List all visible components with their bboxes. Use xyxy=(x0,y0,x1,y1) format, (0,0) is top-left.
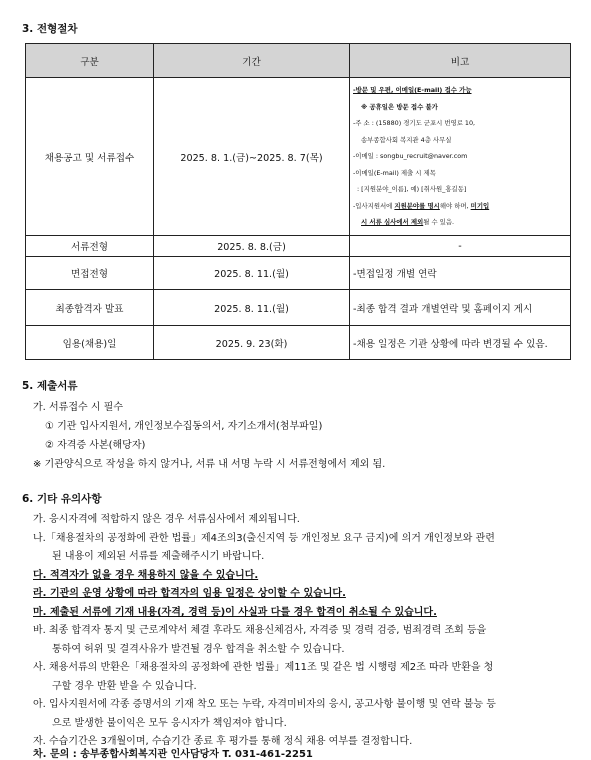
stage-cell: 면접전형 xyxy=(26,257,154,290)
notice-line: 자. 수습기간은 3개월이며, 수습기간 종료 후 평가를 통해 정식 채용 여부를 결정합니다. xyxy=(33,736,413,747)
section-3-title: 3. 전형절차 xyxy=(22,23,78,35)
doc-line: 가. 서류접수 시 필수 xyxy=(33,402,123,413)
notes-cell xyxy=(350,78,571,236)
notice-line: 구할 경우 반환 받을 수 있습니다. xyxy=(52,681,197,692)
stage-cell: 서류전형 xyxy=(26,236,154,257)
period-cell: 2025. 8. 1.(금)~2025. 8. 7(목) xyxy=(154,78,350,236)
note-line: -방문 및 우편, 이메일(E-mail) 접수 가능 xyxy=(353,86,472,95)
header-stage: 구분 xyxy=(26,44,154,78)
note-line xyxy=(353,198,570,215)
note-line: ※ 공휴일은 방문 접수 불가 xyxy=(361,102,438,111)
procedure-table xyxy=(25,43,571,360)
period-cell: 2025. 8. 8.(금) xyxy=(154,236,350,257)
stage-cell: 임용(채용)일 xyxy=(26,326,154,360)
stage-cell: 최종합격자 발표 xyxy=(26,290,154,326)
table-header-row xyxy=(26,44,571,78)
table-row xyxy=(26,290,571,326)
notes-cell: -면접일정 개별 연락 xyxy=(350,257,571,290)
header-period: 기간 xyxy=(154,44,350,78)
notice-line: 된 내용이 제외된 서류를 제출해주시기 바랍니다. xyxy=(52,551,265,562)
doc-line: ※ 기관양식으로 작성을 하지 않거나, 서류 내 서명 누락 시 서류전형에서 제외 됨. xyxy=(33,459,386,470)
note-line: -주 소 : (15880) 경기도 군포시 번영로 10, xyxy=(353,119,476,128)
notice-line: 사. 채용서류의 반환은「채용절차의 공정화에 관한 법률」제11조 및 같은 법 시행령 제2조 따라 반환을 청 xyxy=(33,662,494,673)
notes-cell: -채용 일정은 기관 상황에 따라 변경될 수 있음. xyxy=(350,326,571,360)
notice-line: 바. 최종 합격자 통지 및 근로계약서 체결 후라도 채용신체검사, 자격증 및 경력 검증, 범죄경력 조회 등을 xyxy=(33,625,487,636)
doc-line: ② 자격증 사본(해당자) xyxy=(45,440,146,451)
notice-line: 나.「채용절차의 공정화에 관한 법률」제4조의3(출신지역 등 개인정보 요구 금지)에 의거 개인정보와 관련 xyxy=(33,533,495,544)
table-row xyxy=(26,257,571,290)
table-row xyxy=(26,326,571,360)
note-fragment: -입사지원서에 xyxy=(353,201,395,210)
notice-line: 라. 기관의 운영 상황에 따라 합격자의 임용 일정은 상이할 수 있습니다. xyxy=(33,588,346,599)
notice-line: 가. 응시자격에 적합하지 않은 경우 서류심사에서 제외됩니다. xyxy=(33,514,300,525)
period-cell: 2025. 8. 11.(월) xyxy=(154,290,350,326)
contact-line: 차. 문의 : 송부종합사회복지관 인사담당자 T. 031-461-2251 xyxy=(33,749,313,760)
notes-cell: -최종 합격 결과 개별연락 및 홈페이지 게시 xyxy=(350,290,571,326)
note-emphasis: 미기입 xyxy=(470,201,490,210)
note-fragment: 될 수 있음. xyxy=(423,218,455,227)
stage-cell: 채용공고 및 서류접수 xyxy=(26,78,154,236)
note-fragment: 해야 하며, xyxy=(439,201,471,210)
section-5-title: 5. 제출서류 xyxy=(22,380,78,392)
note-line: -이메일 : songbu_recruit@naver.com xyxy=(353,152,468,161)
notice-line: 아. 입사지원서에 각종 증명서의 기재 착오 또는 누락, 자격미비자의 응시, 공고사항 불이행 및 연락 불능 등 xyxy=(33,699,496,710)
notes-cell: - xyxy=(350,236,571,257)
period-cell: 2025. 9. 23(화) xyxy=(154,326,350,360)
note-line: : [지원분야_이름], 예) [취사원_홍길동] xyxy=(357,185,467,194)
note-line: 송부종합사회 복지관 4층 사무실 xyxy=(361,135,452,144)
notice-line: 통하여 허위 및 결격사유가 발견될 경우 합격을 취소할 수 있습니다. xyxy=(52,644,345,655)
note-emphasis: 시 서류 심사에서 제외 xyxy=(361,218,424,227)
period-cell: 2025. 8. 11.(월) xyxy=(154,257,350,290)
table-row xyxy=(26,78,571,236)
note-line: -이메일(E-mail) 제출 시 제목 xyxy=(353,168,436,177)
doc-line: ① 기관 입사지원서, 개인정보수집동의서, 자기소개서(첨부파일) xyxy=(45,421,323,432)
note-emphasis: 지원분야를 명시 xyxy=(394,201,440,210)
table-row xyxy=(26,236,571,257)
note-line xyxy=(353,214,570,231)
notice-line: 마. 제출된 서류에 기재 내용(자격, 경력 등)이 사실과 다를 경우 합격이 취소될 수 있습니다. xyxy=(33,607,437,618)
section-6-title: 6. 기타 유의사항 xyxy=(22,493,102,505)
header-notes: 비고 xyxy=(350,44,571,78)
notice-line: 으로 발생한 불이익은 모두 응시자가 책임져야 합니다. xyxy=(52,718,287,729)
notice-line: 다. 적격자가 없을 경우 채용하지 않을 수 있습니다. xyxy=(33,570,259,581)
